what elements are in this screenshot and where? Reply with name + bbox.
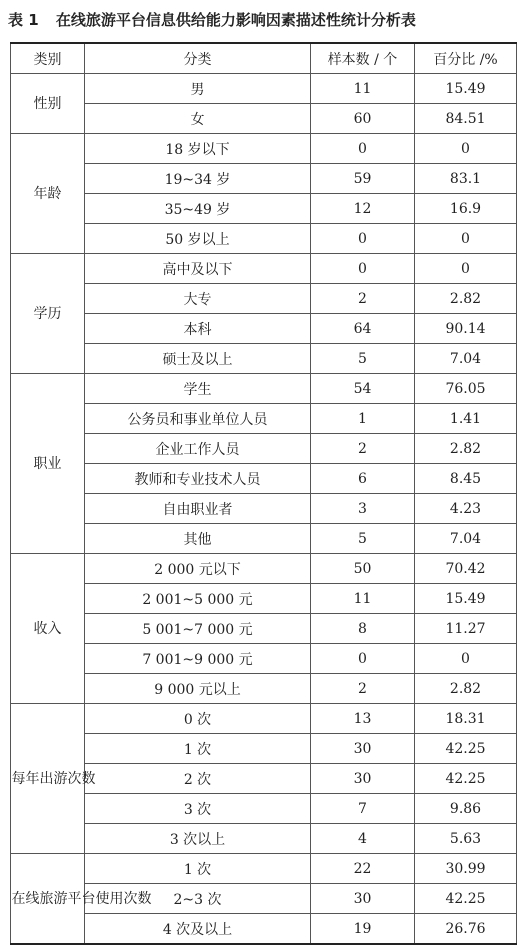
count-cell: 2 [311,434,415,464]
table-row [11,434,517,464]
table-row [11,524,517,554]
count-cell: 50 [311,554,415,584]
item-cell: 大专 [85,284,311,314]
count-cell: 6 [311,464,415,494]
count-cell: 64 [311,314,415,344]
item-cell: 3 次 [85,794,311,824]
count-cell: 3 [311,494,415,524]
table-row [11,374,517,404]
category-label: 在线旅游平台使用次数 [11,890,152,907]
header-row [11,43,517,74]
count-cell: 5 [311,524,415,554]
percent-cell: 7.04 [415,524,517,554]
count-cell: 13 [311,704,415,734]
count-cell: 4 [311,824,415,854]
item-cell: 2~3 次 [85,884,311,914]
count-cell: 19 [311,914,415,945]
count-cell: 59 [311,164,415,194]
table-row [11,224,517,254]
percent-cell: 16.9 [415,194,517,224]
table-row [11,464,517,494]
table-row [11,134,517,164]
count-cell: 12 [311,194,415,224]
item-cell: 3 次以上 [85,824,311,854]
percent-cell: 0 [415,644,517,674]
count-cell: 30 [311,734,415,764]
count-cell: 22 [311,854,415,884]
percent-cell: 42.25 [415,764,517,794]
count-cell: 11 [311,584,415,614]
category-label: 年龄 [33,185,62,202]
statistics-table [10,42,517,945]
percent-cell: 0 [415,254,517,284]
count-cell: 7 [311,794,415,824]
header-count: 样本数 / 个 [311,43,415,74]
table-row [11,404,517,434]
count-cell: 8 [311,614,415,644]
item-cell: 5 001~7 000 元 [85,614,311,644]
table-row [11,644,517,674]
percent-cell: 11.27 [415,614,517,644]
item-cell: 本科 [85,314,311,344]
percent-cell: 76.05 [415,374,517,404]
count-cell: 5 [311,344,415,374]
item-cell: 企业工作人员 [85,434,311,464]
item-cell: 9 000 元以上 [85,674,311,704]
item-cell: 35~49 岁 [85,194,311,224]
count-cell: 1 [311,404,415,434]
count-cell: 0 [311,134,415,164]
table-number: 表 1 [8,11,39,29]
category-label: 职业 [33,455,62,472]
count-cell: 30 [311,764,415,794]
count-cell: 2 [311,284,415,314]
percent-cell: 15.49 [415,74,517,104]
table-row [11,74,517,104]
item-cell: 19~34 岁 [85,164,311,194]
count-cell: 2 [311,674,415,704]
item-cell: 学生 [85,374,311,404]
table-row [11,584,517,614]
table-row [11,554,517,584]
table-title: 在线旅游平台信息供给能力影响因素描述性统计分析表 [55,11,416,29]
percent-cell: 42.25 [415,734,517,764]
percent-cell: 15.49 [415,584,517,614]
table-row [11,614,517,644]
category-label: 收入 [33,620,62,637]
table-row [11,284,517,314]
table-row [11,194,517,224]
percent-cell: 1.41 [415,404,517,434]
item-cell: 2 次 [85,764,311,794]
percent-cell: 2.82 [415,434,517,464]
category-cell [11,374,85,554]
item-cell: 公务员和事业单位人员 [85,404,311,434]
percent-cell: 0 [415,134,517,164]
table-row [11,704,517,734]
percent-cell: 30.99 [415,854,517,884]
category-label: 每年出游次数 [11,770,96,787]
count-cell: 11 [311,74,415,104]
item-cell: 2 001~5 000 元 [85,584,311,614]
percent-cell: 42.25 [415,884,517,914]
item-cell: 2 000 元以下 [85,554,311,584]
category-cell [11,74,85,134]
count-cell: 54 [311,374,415,404]
percent-cell: 0 [415,224,517,254]
item-cell: 教师和专业技术人员 [85,464,311,494]
category-label: 性别 [33,95,62,112]
table-row [11,734,517,764]
count-cell: 30 [311,884,415,914]
category-cell [11,134,85,254]
table-row [11,164,517,194]
header-item: 分类 [85,43,311,74]
percent-cell: 7.04 [415,344,517,374]
count-cell: 0 [311,254,415,284]
percent-cell: 26.76 [415,914,517,945]
category-cell [11,254,85,374]
table-row [11,494,517,524]
table-row [11,824,517,854]
count-cell: 60 [311,104,415,134]
percent-cell: 2.82 [415,674,517,704]
percent-cell: 4.23 [415,494,517,524]
percent-cell: 2.82 [415,284,517,314]
header-percent: 百分比 /% [415,43,517,74]
item-cell: 4 次及以上 [85,914,311,945]
percent-cell: 90.14 [415,314,517,344]
table-row [11,674,517,704]
category-label: 学历 [33,305,62,322]
item-cell: 7 001~9 000 元 [85,644,311,674]
item-cell: 1 次 [85,734,311,764]
item-cell: 50 岁以上 [85,224,311,254]
category-cell [11,854,152,945]
table-row [11,254,517,284]
item-cell: 硕士及以上 [85,344,311,374]
item-cell: 高中及以下 [85,254,311,284]
item-cell: 其他 [85,524,311,554]
table-row [11,314,517,344]
item-cell: 18 岁以下 [85,134,311,164]
table-row [11,104,517,134]
percent-cell: 83.1 [415,164,517,194]
percent-cell: 5.63 [415,824,517,854]
table-row [11,344,517,374]
table-row [11,914,517,945]
percent-cell: 70.42 [415,554,517,584]
item-cell: 1 次 [85,854,311,884]
count-cell: 0 [311,644,415,674]
percent-cell: 18.31 [415,704,517,734]
table-row [11,854,517,884]
table-caption [8,8,516,32]
table-body [11,74,517,945]
count-cell: 0 [311,224,415,254]
item-cell: 自由职业者 [85,494,311,524]
table-row [11,794,517,824]
percent-cell: 9.86 [415,794,517,824]
header-category: 类别 [11,43,85,74]
item-cell: 男 [85,74,311,104]
item-cell: 女 [85,104,311,134]
percent-cell: 84.51 [415,104,517,134]
category-cell [11,554,85,704]
percent-cell: 8.45 [415,464,517,494]
item-cell: 0 次 [85,704,311,734]
category-cell [11,704,96,854]
